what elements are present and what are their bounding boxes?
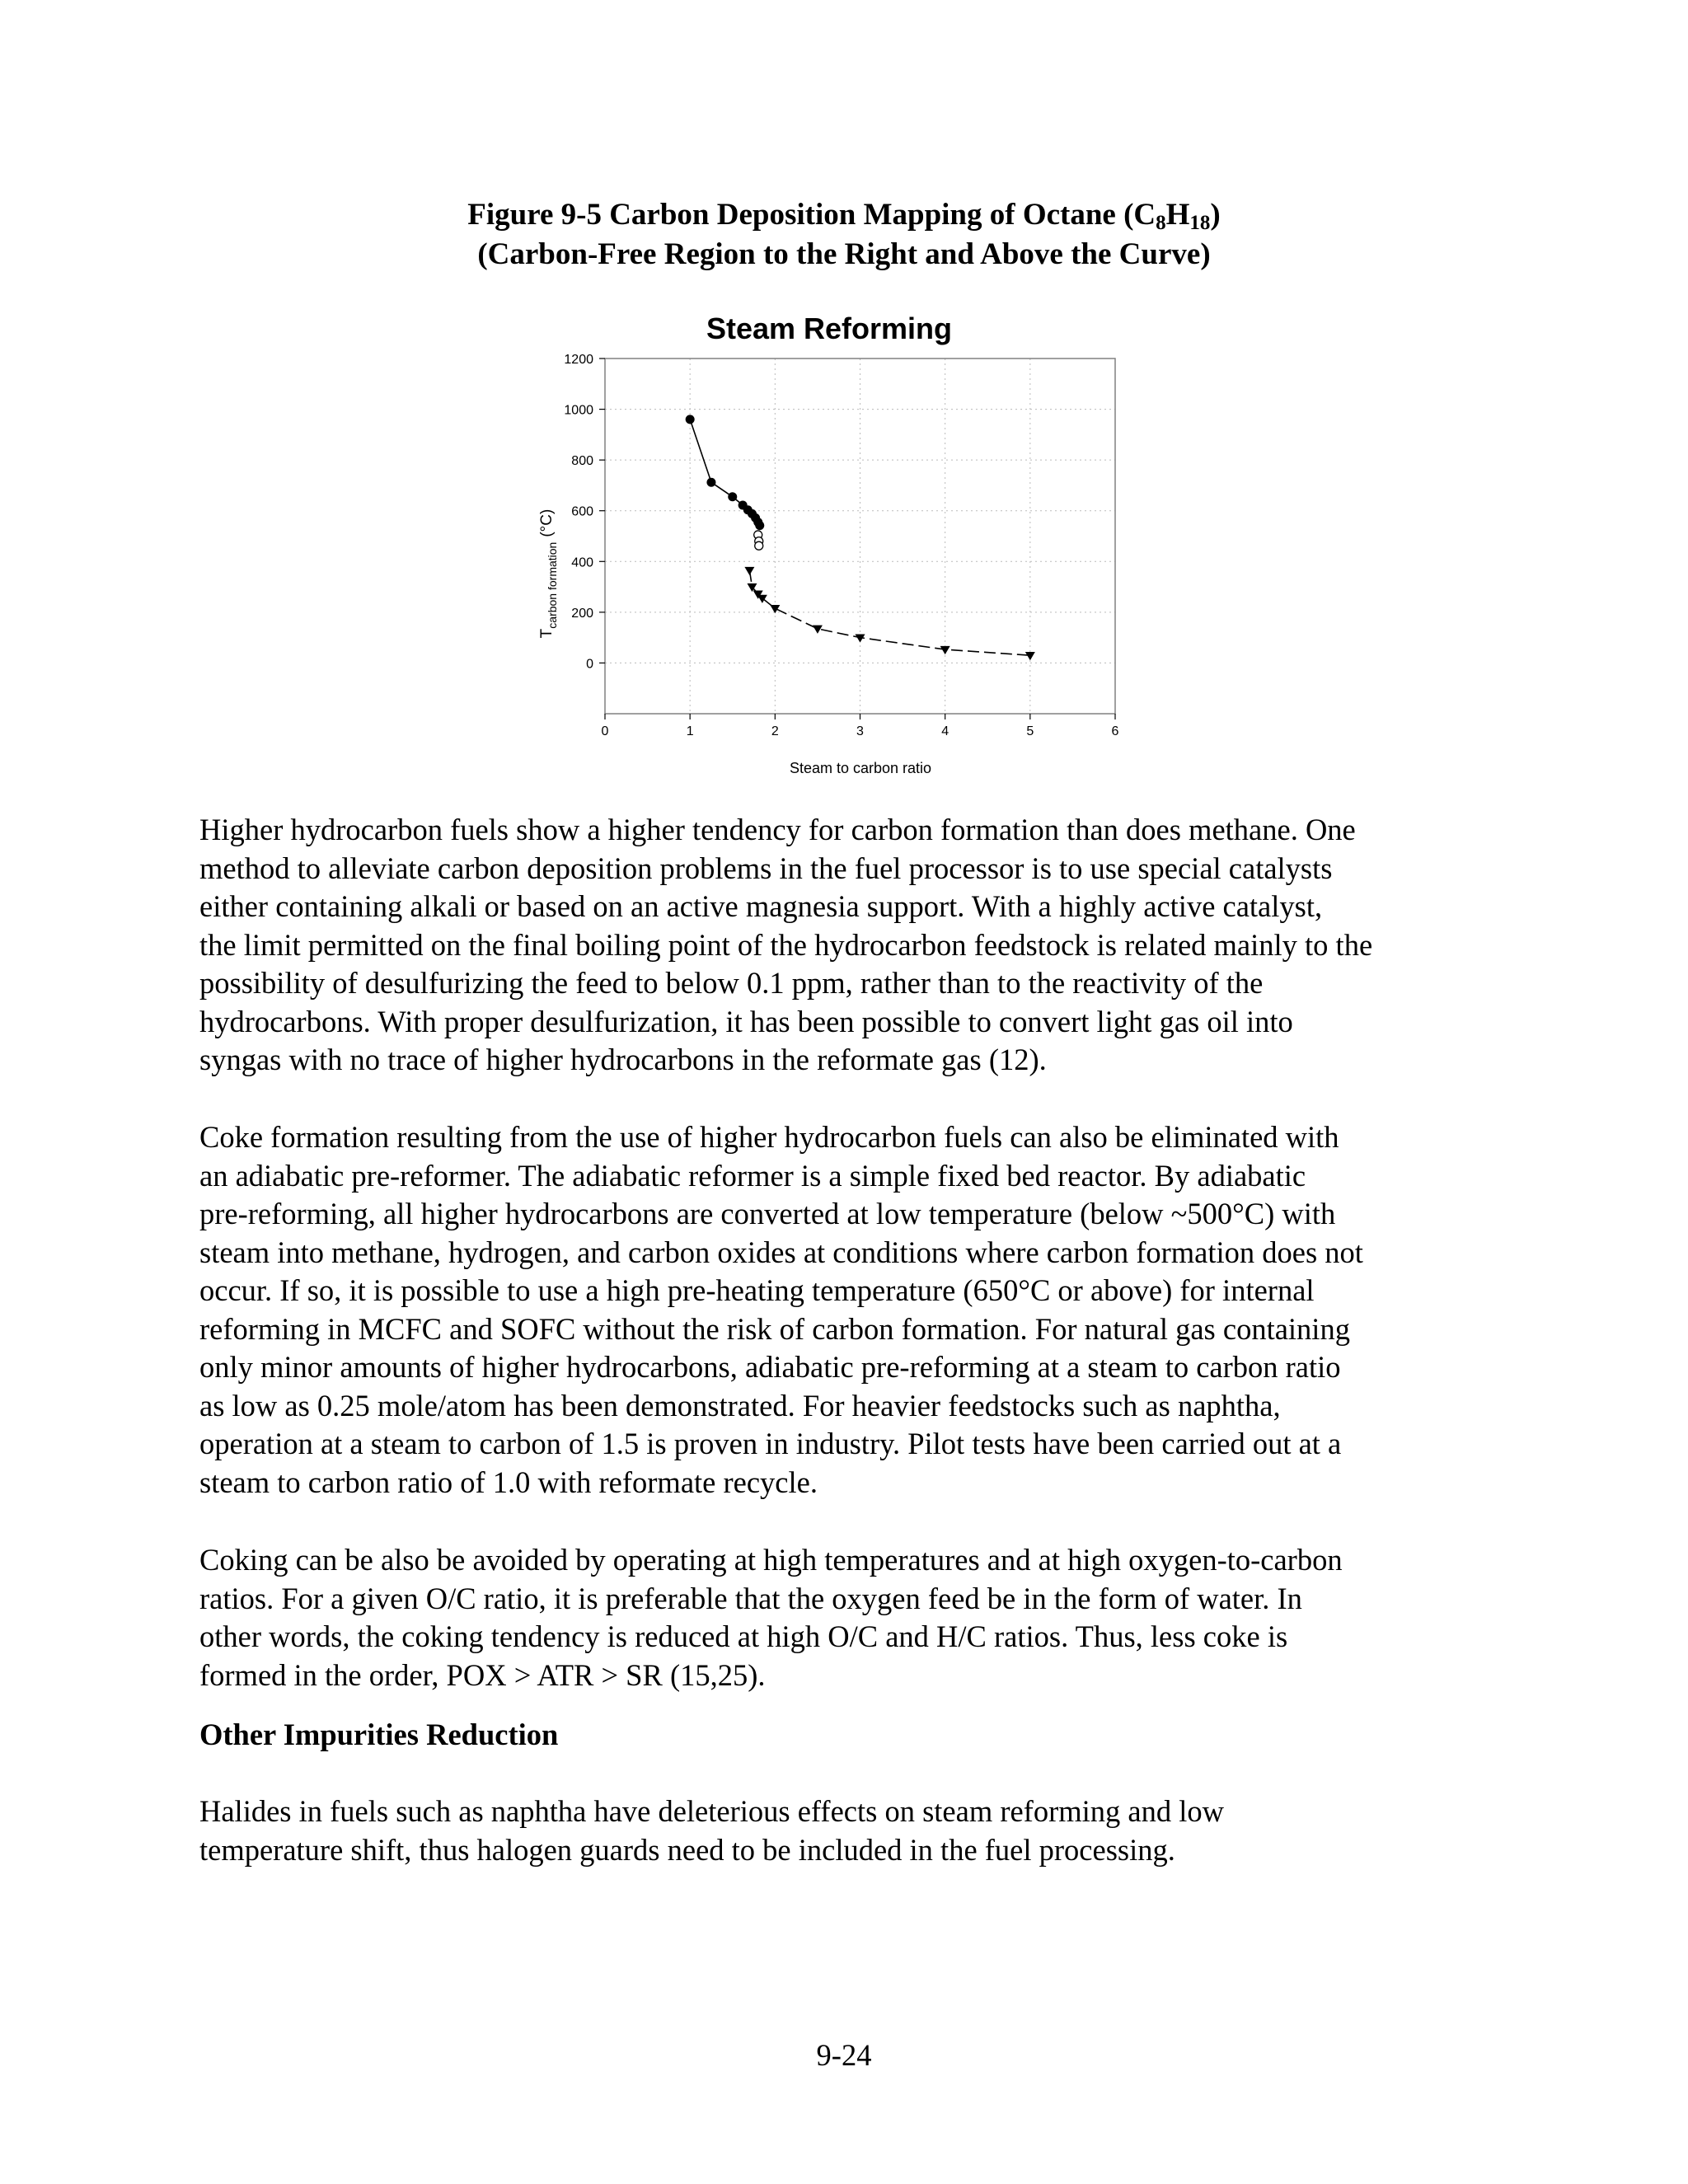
x-tick-label: 5 <box>1026 724 1034 738</box>
paragraph-2 <box>199 1118 1502 1502</box>
para-line: steam into methane, hydrogen, and carbon oxides at conditions where carbon formation does not <box>199 1235 1363 1269</box>
para-line: reforming in MCFC and SOFC without the risk of carbon formation. For natural gas containing <box>199 1311 1350 1346</box>
para-line: Halides in fuels such as naphtha have deleterious effects on steam reforming and low <box>199 1794 1224 1828</box>
steam-reforming-chart <box>495 305 1170 783</box>
y-axis-label <box>538 509 559 639</box>
para-line: syngas with no trace of higher hydrocarbons in the reformate gas (12). <box>199 1043 1047 1076</box>
section-heading: Other Impurities Reduction <box>199 1718 559 1751</box>
para-line: either containing alkali or based on an active magnesia support. With a highly active catalyst, <box>199 889 1323 923</box>
x-tick-label: 2 <box>771 724 779 738</box>
paragraph-4 <box>199 1793 1502 1869</box>
para-line: only minor amounts of higher hydrocarbons, adiabatic pre-reforming at a steam to carbon ratio <box>199 1350 1341 1384</box>
y-tick-label: 400 <box>571 555 593 570</box>
data-point-filled-circle <box>706 478 715 487</box>
para-line: as low as 0.25 mole/atom has been demonstrated. For heavier feedstocks such as naphtha, <box>199 1388 1281 1422</box>
para-line: formed in the order, POX > ATR > SR (15,25). <box>199 1657 766 1692</box>
paragraph-3 <box>199 1541 1502 1694</box>
data-point-filled-circle <box>755 521 764 530</box>
para-line: hydrocarbons. With proper desulfurization, it has been possible to convert light gas oil into <box>199 1004 1293 1038</box>
para-line: ratios. For a given O/C ratio, it is preferable that the oxygen feed be in the form of water. In <box>199 1581 1302 1615</box>
para-line: the limit permitted on the final boiling point of the hydrocarbon feedstock is related mainly to the <box>199 927 1373 962</box>
para-line: other words, the coking tendency is reduced at high O/C and H/C ratios. Thus, less coke is <box>199 1619 1288 1653</box>
y-tick-label: 600 <box>571 504 593 519</box>
y-label-unit: (°C) <box>538 509 556 537</box>
data-point-triangle <box>757 595 767 603</box>
x-tick-label: 6 <box>1111 724 1119 738</box>
page-number: 9-24 <box>816 2038 872 2072</box>
x-tick-label: 1 <box>686 724 694 738</box>
x-tick-label: 4 <box>941 724 950 738</box>
para-line: pre-reforming, all higher hydrocarbons are converted at low temperature (below ~500°C) with <box>199 1197 1336 1230</box>
series-line <box>749 570 1029 655</box>
para-line: Coke formation resulting from the use of higher hydrocarbon fuels can also be eliminated with <box>199 1120 1339 1154</box>
y-tick-label: 1200 <box>564 353 593 367</box>
para-line: an adiabatic pre-reformer. The adiabatic reformer is a simple fixed bed reactor. By adiabatic <box>199 1158 1306 1193</box>
y-label-sub: carbon formation <box>546 541 559 629</box>
para-line: method to alleviate carbon deposition problems in the fuel processor is to use special catalysts <box>199 851 1333 885</box>
y-tick-label: 200 <box>571 606 593 621</box>
figure-title: Figure 9-5 Carbon Deposition Mapping of Octane $(C_8H_{18})$ <box>467 198 1221 234</box>
para-line: possibility of desulfurizing the feed to below 0.1 ppm, rather than to the reactivity of the <box>199 966 1264 1000</box>
para-line: steam to carbon ratio of 1.0 with reformate recycle. <box>199 1465 818 1499</box>
data-point-filled-circle <box>728 492 737 501</box>
chart-axes <box>564 353 1118 738</box>
para-line: Coking can be also be avoided by operating at high temperatures and at high oxygen-to-carbon <box>199 1543 1343 1577</box>
data-point-open-circle <box>755 541 763 550</box>
data-point-triangle <box>744 567 754 575</box>
x-axis-label: Steam to carbon ratio <box>789 760 932 776</box>
data-point-triangle <box>1025 652 1035 660</box>
figure-subtitle: (Carbon-Free Region to the Right and Above the Curve) <box>477 237 1211 271</box>
x-tick-label: 3 <box>856 724 864 738</box>
para-line: operation at a steam to carbon of 1.5 is proven in industry. Pilot tests have been carried out at a <box>199 1427 1342 1460</box>
x-tick-label: 0 <box>601 724 609 738</box>
y-tick-label: 1000 <box>564 403 593 418</box>
chart-title: Steam Reforming <box>706 312 953 345</box>
chart-grid <box>605 359 1115 714</box>
para-line: Higher hydrocarbon fuels show a higher tendency for carbon formation than does methane. One <box>199 813 1356 846</box>
y-label-main: T <box>538 628 556 639</box>
y-tick-label: 800 <box>571 454 593 469</box>
data-point-triangle <box>940 646 950 654</box>
data-point-filled-circle <box>686 415 695 424</box>
para-line: occur. If so, it is possible to use a high pre-heating temperature (650°C or above) for internal <box>199 1273 1315 1307</box>
y-tick-label: 0 <box>586 657 593 672</box>
paragraph-1 <box>199 811 1502 1080</box>
para-line: temperature shift, thus halogen guards need to be included in the fuel processing. <box>199 1832 1175 1867</box>
